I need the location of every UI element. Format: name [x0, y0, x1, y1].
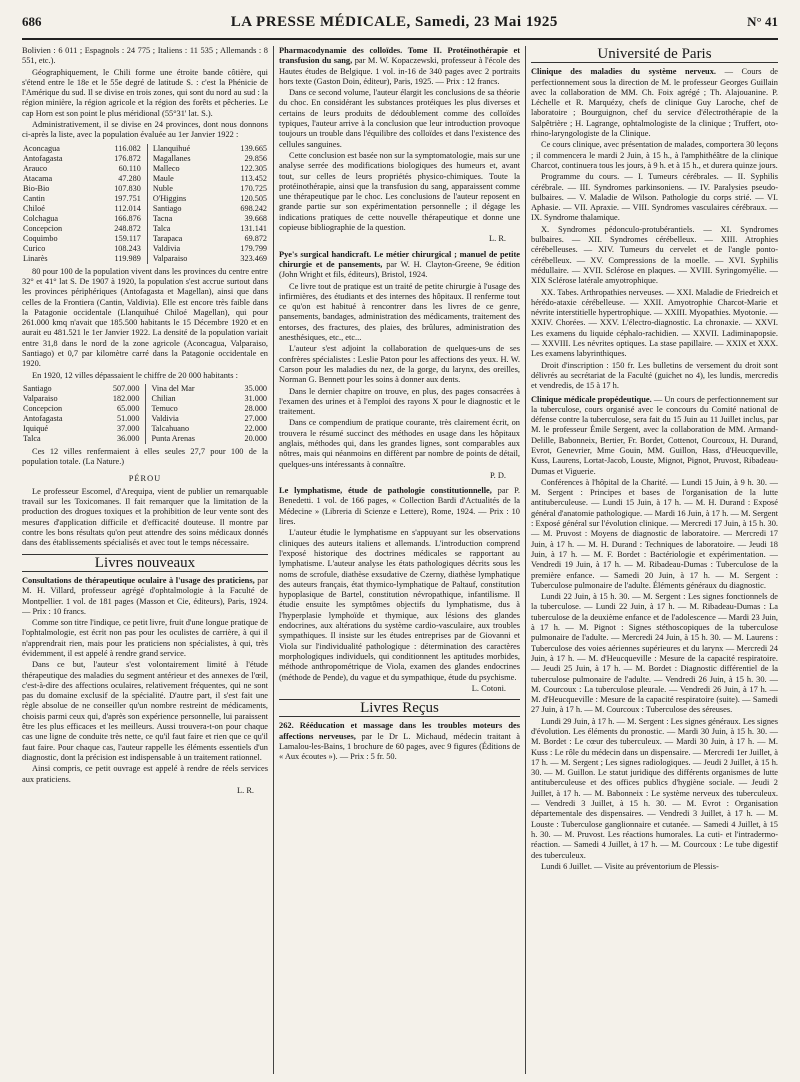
- table-cell: 20.000: [244, 433, 267, 443]
- table-row: [22, 434, 268, 444]
- table-cell: 65.000: [90, 404, 146, 414]
- table-cell: 248.872: [91, 224, 147, 234]
- table-cell: 122.305: [240, 163, 267, 173]
- table-cell: Punta Arenas: [151, 433, 195, 443]
- table-cell: 120.505: [240, 193, 267, 203]
- table-cell: 159.117: [91, 234, 147, 244]
- paragraph: X. Syndromes pédonculo-protubérantiels. — XI. Syndromes bulbaires. — XII. Syndromes cérébelleux. — XIII. Atrophies cérébelleuses. — XIV. Tumeurs du cervelet et de l'angle ponto-cérébelleux. — XV. Compressions de la moelle. — XVI. Syphilis médullaire. — XVII. Sclérose en plaques. — XVIII. Syringomyélie. — XIX Sclérose latérale amyotrophique.: [531, 224, 778, 286]
- notice-title: Clinique des maladies du système nerveux.: [531, 67, 716, 77]
- table-cell: Colchagua: [23, 213, 59, 223]
- paragraph: XX. Tabes. Arthropathies nerveuses. — XXI. Maladie de Friedreich et hérédo-ataxie cérébelleuse. — XXII. Amyotrophie Charcot-Marie et névrite interstitielle hypertrophique. — XXIII. Myopathies. Myotonie. — XXIV. Chorées. — XXV. L'électro-diagnostic. La chronaxie. — XXVI. Les examens du liquide céphalo-rachidien. — XXVII. Ladiminapopsie. — XXVIII. Les névrites optiques. La stase papillaire. — XXIX et XXX. Les examens labyrinthiques.: [531, 287, 778, 359]
- book-entry-title: 262. Rééducation et massage dans les troubles moteurs des affections nerveuses,: [279, 721, 520, 741]
- table-cell: 166.876: [91, 214, 147, 224]
- table-cell: 29.856: [244, 153, 267, 163]
- paragraph: Géographiquement, le Chili forme une étroite bande côtière, qui s'étend entre le 18e et le 55e degré de latitude S. : c'est la Phénicie de l'Amérique du sud. Il se divise en trois zones, qui sont du nord au sud : la région minière, la région agricole et la région des forêts et pêcheries. Le cap Horn est son point le plus méridional (55°31' lat. S.).: [22, 67, 268, 118]
- table-row: [22, 164, 268, 174]
- table-cell: 108.243: [91, 244, 147, 254]
- table-cell: Valdivia: [152, 243, 181, 253]
- table-row: [22, 424, 268, 434]
- table-cell: Llanquihué: [152, 143, 191, 153]
- paragraph: L'auteur s'est adjoint la collaboration de quelques-uns de ses confrères spécialistes : Leslie Paton pour les affections des yeux. H. W. Carson pour les maladies du nez, de la gorge, du larynx, des oreilles, Norman G. Bennett pour les soins à donner aux dents.: [279, 344, 520, 385]
- table-cell: Valdivia: [151, 413, 179, 423]
- section-title-livres-recus: Livres Reçus: [279, 699, 520, 717]
- table-cell: 179.799: [240, 243, 267, 253]
- table-cell: Antofagasta: [23, 153, 63, 163]
- table-cell: Santiago: [23, 383, 52, 393]
- table-row: [22, 184, 268, 194]
- table-cell: Cantin: [23, 193, 45, 203]
- paragraph: Dans ce compendium de pratique courante, très clairement écrit, on trouvera le résumé succinct des méthodes en usage dans les hôpitaux anglais, méthodes qui, dans les grandes lignes, sont comparables aux nôtres, mais qui néanmoins en diffèrent par nombre de points de détail, quelques-uns intéressants à connaître.: [279, 418, 520, 469]
- table-row: [22, 404, 268, 414]
- table-cell: Bio-Bio: [23, 183, 50, 193]
- page-header: [22, 14, 778, 40]
- book-entry-details: par le Dr L. Michaud, médecin traitant à Lamalou-les-Bains, 1 brochure de 60 pages, avec 9 figures (Éditions de « Aux écoutes »). — Prix : 5 fr. 50.: [279, 731, 521, 762]
- table-cell: Maule: [152, 173, 174, 183]
- table-cell: Talca: [23, 433, 41, 443]
- paragraph: L'auteur étudie le lymphatisme en s'appuyant sur les observations cliniques des auteurs italiens et allemands. L'introduction comprend l'exposé historique des doctrines médicales se rapportant au lymphatisme. L'auteur analyse les états pathologiques décrits sous les noms de scrofule, diathèse exsudative de Czerny, diathèse lymphatique des auteurs français, état thymico-lymphatique de Paltauf, constitution hypoplasique de Bartel, constitution névropathique, infantilisme. Il étudie ensuite les symptômes objectifs du lymphatisme, dus à l'hyperplasie lymphoïde et thymique, aux lésions des glandes endocrines, aux altérations du système cardio-vasculaire, aux troubles sympathiques. Il insiste sur les études entreprises par de Giovanni et Viola sur l'individualité pathologique : détermination des caractères morphologiques individuels, qui conditionnent les aptitudes morbides, méthode anthropométrique de Viola, examen des glandes endocrines (méthode de Pende), du vague et du sympathique, étude du psychisme.: [279, 528, 520, 682]
- table-cell: Coquimbo: [23, 233, 58, 243]
- table-cell: Linarès: [23, 253, 48, 263]
- table-cell: 119.989: [91, 254, 147, 264]
- table-row: [22, 254, 268, 264]
- paragraph: Comme son titre l'indique, ce petit livre, fruit d'une longue pratique de l'ophtalmologie, est écrit non pas pour les oculistes de carrière, à qui il n'apprendrait rien, mais pour les praticiens non spécialistes, à qui, très évidemment, il est appelé à rendre grand service.: [22, 618, 268, 658]
- table-cell: 107.830: [91, 184, 147, 194]
- table-cell: 36.000: [90, 434, 146, 444]
- paragraph: Cette conclusion est basée non sur la symptomatologie, mais sur une analyse serrée des modifications biologiques des humeurs et, avant tout, sur celles de leurs propriétés physico-chimiques. Toute la protéinothérapie, ainsi que la transfusion du sang, apparaissent comme une thérapeutique par le choc. Les conclusions de l'auteur reposent en grande partie sur son expérimentation personnelle ; il dégage les indications pratiques de cette nouvelle thérapeutique et donne une copieuse bibliographie de la question.: [279, 150, 520, 233]
- table-row: [22, 394, 268, 404]
- book-entry-details: par M. H. Villard, professeur agrégé d'ophtalmologie à la Faculté de Montpellier. 1 vol. de 181 pages (Masson et Cie, éditeurs), Paris, 1924. — Prix : 10 francs.: [22, 575, 268, 616]
- table-row: [22, 204, 268, 214]
- notice: [531, 395, 778, 477]
- table-cell: Talcahuano: [151, 423, 190, 433]
- columns: [22, 46, 778, 1074]
- table-cell: 22.000: [244, 423, 267, 433]
- table-cell: 182.000: [90, 394, 146, 404]
- table-cell: Magallanes: [152, 153, 191, 163]
- table-cell: Vina del Mar: [151, 383, 195, 393]
- signature: L. R.: [237, 785, 254, 795]
- book-entry: [279, 721, 520, 762]
- table-cell: Nuble: [152, 183, 173, 193]
- table-cell: Antofagasta: [23, 413, 63, 423]
- book-entry-details: par P. Benedetti. 1 vol. de 166 pages, « Collection Bardi d'Actualités de la Médecine » (Libreria di Scienze e Lettere), Rome, 1924. — Prix : 10 lires.: [279, 486, 520, 527]
- table-cell: 60.110: [91, 164, 147, 174]
- column-1: [22, 46, 274, 1074]
- book-entry: [279, 486, 520, 527]
- signature: L. Cotoni.: [471, 683, 506, 693]
- table-row: [22, 224, 268, 234]
- notice: [531, 67, 778, 139]
- table-row: [22, 244, 268, 254]
- paragraph: Dans ce but, l'auteur s'est volontairement limité à l'étude thérapeutique des maladies du segment antérieur et des annexes de l'œil, c'est-à-dire des affections oculaires, relativement fréquentes, qui ne sont pas du domaine exclusif de la spécialité. D'autre part, il s'est fait une règle absolue de ne conseiller qu'un nombre restreint de médicaments, choisis parmi ceux qui, d'après son expérience personnelle, lui paraissent être les plus efficaces et les meilleurs. Aussi trouvera-t-on pour chaque cas une ligne de conduite très nette, ce qu'il faut faire et rien que ce qu'il faut faire. Pour chaque cas, l'auteur rappelle les éléments essentiels d'un diagnostic, dont la précision est indispensable à un traitement rationnel.: [22, 660, 268, 762]
- table-cell: 112.014: [91, 204, 147, 214]
- table-cell: 170.725: [240, 183, 267, 193]
- table-cell: Atacama: [23, 173, 53, 183]
- paragraph: Ce livre tout de pratique est un traité de petite chirurgie à l'usage des infirmières, des étudiants et des internes des hôpitaux. Il renferme tout ce qu'on est habitué à rencontrer dans les livres de ce genre, pansements, bandages, administration des médicaments, traitement des entorses, des fractures, des plaies, des brûlures, administration des anesthésiques, etc., etc...: [279, 281, 520, 343]
- table-row: [22, 214, 268, 224]
- table-row: [22, 384, 268, 394]
- table-cell: 51.000: [90, 414, 146, 424]
- paragraph: Dans le dernier chapitre on trouve, en plus, des pages consacrées à l'examen des urines et à l'emploi des rayons X pour le diagnostic et le traitement.: [279, 386, 520, 417]
- table-cell: 113.452: [240, 173, 267, 183]
- paragraph: Le professeur Escomel, d'Arequipa, vient de publier un remarquable travail sur les Toxicomanes. Il fait remarquer que la limitation de la production des drogues toxiques et la prohibition de leur vente sont des mesures d'application difficile et d'efficacité douteuse. Il montre par contre les bons résultats qu'on peut attendre des soins médicaux donnés dans des établissements spécialisés et avec tout le temps nécessaire.: [22, 486, 268, 548]
- table-cell: Concepcion: [23, 223, 63, 233]
- table-cell: Talca: [152, 223, 171, 233]
- table-cell: 31.000: [244, 393, 267, 403]
- table-row: [22, 414, 268, 424]
- paragraph: Ainsi compris, ce petit ouvrage est appelé à rendre de réels services aux praticiens.: [22, 764, 268, 784]
- province-table: [22, 144, 268, 264]
- table-cell: 28.000: [244, 403, 267, 413]
- table-cell: 176.872: [91, 154, 147, 164]
- table-cell: 37.000: [90, 424, 146, 434]
- table-row: [22, 154, 268, 164]
- book-entry: [279, 250, 520, 281]
- paragraph: Lundi 29 Juin, à 17 h. — M. Sergent : Les signes généraux. Les signes d'évolution. Les éléments du pronostic. — Mardi 30 Juin, à 15 h. 30. — M. Bordet : Le cœur des tuberculeux. — Mardi 30 Juin, à 17 h. — M. Kuss : Le rôle du médecin dans un dispensaire. — Mercredi 1er Juillet, à 17 h. — M. Sergent ; Les signes radiologiques. — Jeudi 2 Juillet, à 15 h. 30. — M. Guillon. Le statut juridique des différents organismes de lutte antituberculeuse et des offices publics d'hygiène sociale. — Jeudi 2 Juillet, à 17 h. — M. Babonneix : Le système nerveux des tuberculeux. — Vendredi 3 Juillet, à 15 h. 30. — M. Evrot : Organisation départementale des dispensaires. — Vendredi 3 Juillet, à 17 h. — M. Louste : Tuberculose ganglionnaire et cutanée. — Samedi 4 Juillet, à 15 h. 30. — M. Pruvost. Les réactions humorales. La cuti- et l'intradermo-réaction. — Samedi 4 Juillet, à 17 h. — M. Courcoux : Le tube digestif des tuberculeux.: [531, 716, 778, 860]
- book-entry-title: Pharmacodynamie des colloïdes. Tome II. Protéinothérapie et transfusion du sang,: [279, 46, 520, 66]
- page-number: 686: [22, 14, 42, 29]
- table-cell: 197.751: [91, 194, 147, 204]
- table-cell: 507.000: [90, 384, 146, 394]
- table-cell: O'Higgins: [152, 193, 187, 203]
- issue-number: N° 41: [747, 14, 778, 29]
- table-cell: 39.668: [244, 213, 267, 223]
- paragraph: Droit d'inscription : 150 fr. Les bulletins de versement du droit sont délivrés au secrétariat de la Faculté (guichet no 4), les lundis, mercredis et vendredis, de 15 à 17 h.: [531, 360, 778, 391]
- masthead-title: LA PRESSE MÉDICALE, Samedi, 23 Mai 1925: [230, 14, 558, 30]
- section-title-universite: Université de Paris: [531, 46, 778, 63]
- table-cell: Concepcion: [23, 403, 63, 413]
- column-3: [526, 46, 778, 1074]
- book-entry-title: Le lymphatisme, étude de pathologie constitutionnelle,: [279, 486, 492, 496]
- table-cell: 131.141: [240, 223, 267, 233]
- book-entry-title: Consultations de thérapeutique oculaire à l'usage des praticiens,: [22, 575, 255, 585]
- table-cell: Temuco: [151, 403, 178, 413]
- table-row: [22, 234, 268, 244]
- column-2: [274, 46, 526, 1074]
- table-cell: Malleco: [152, 163, 180, 173]
- paragraph: Ce cours clinique, avec présentation de malades, comportera 30 leçons ; il commencera le mardi 2 Juin, à 15 h., à l'amphithéâtre de la clinique Charcot, continuera tous les jours, à 9 h. et à 15 h., et durera quinze jours.: [531, 140, 778, 170]
- paragraph: Bolivien : 6 011 ; Espagnols : 24 775 ; Italiens : 11 535 ; Allemands : 8 551, etc.).: [22, 46, 268, 66]
- book-entry: [22, 576, 268, 617]
- table-cell: Tarapaca: [152, 233, 183, 243]
- paragraph: Lundi 6 Juillet. — Visite au préventorium de Plessis-: [541, 861, 719, 871]
- table-cell: 323.469: [240, 253, 267, 263]
- table-cell: Iquiqué: [23, 423, 49, 433]
- book-entry-details: par M. W. Kopaczewski, professeur à l'école des Hautes études de Belgique. 1 vol. in-16 de 340 pages avec 2 portraits hors texte (Gaston Doin, éditeur), Paris, 1925. — Prix : 12 francs.: [279, 56, 520, 86]
- table-cell: Valparaiso: [23, 393, 58, 403]
- notice-title: Clinique médicale propédeutique.: [531, 394, 652, 404]
- table-cell: 69.872: [244, 233, 267, 243]
- paragraph: Programme du cours. — I. Tumeurs cérébrales. — II. Syphilis cérébrale. — III. Syndromes parkinsoniens. — IV. Paralysies pseudo-bulbaires. — V. Maladie de Wilson. Pathologie du corps strié. — VI. Aphasie. — VII. Apraxie. — VIII. Syndromes vasculaires cérébraux. — IX. Syndrome thalamique.: [531, 172, 778, 223]
- table-cell: Tacna: [152, 213, 173, 223]
- paragraph: 80 pour 100 de la population vivent dans les provinces du centre entre 32° et 41° lat S. De 1907 à 1920, la population s'est accrue surtout dans les provinces périphériques (Antofagasta et Magellan), ainsi que dans celles de la Frontiera (Cantin, Valdivia). Elle est encore très faible dans la Patagonie occidentale (Llanquihué Chiloé Magellan), qui pour 261.000 kmq n'avait que 185.500 habitants le 15 Décembre 1920 et en aurait eu 481.521 le 1er Janvier 1922. La densité de la population variait entre 31,8 dans le nord de la zone agricole (Aconcagua, Valparaiso, Santiago) et 0,7 par kilomètre carré dans la Patagonie occidentale en 1920.: [22, 266, 268, 369]
- paragraph: Dans ce second volume, l'auteur élargit les conclusions de sa théorie du choc. En considérant les substances protéiques les plus diverses et certains de leurs produits de dédoublement comme des colloïdes typiques, l'auteur arrive à la conclusion que leur introduction provoque toujours un trouble dans l'équilibre des colloïdes et dans l'existence des cellules sanguines.: [279, 88, 520, 149]
- paragraph: En 1920, 12 villes dépassaient le chiffre de 20 000 habitants :: [32, 370, 238, 380]
- cities-table: [22, 384, 268, 444]
- notice-body: — Un cours de perfectionnement sur la tuberculose, cours organisé avec le concours du Comité national de défense contre la tuberculose, sera fait du 15 Juin au 11 Juillet inclus, par M. le professeur Émile Sergent, avec la collaboration de MM. Armand-Delille, Babonneix, Bertier, Fr. Bordet, Cottenot, Courcoux, H. Durand, Evrot, Genevrier, Mme Gouin, MM. Guillon, Hass, d'Heucqueville, Kuss, Laurens, Lortat-Jacob, Louste, Mignot, Pignot, Pruvost, Ribadeau-Dumas et Viguerie.: [531, 394, 778, 476]
- table-row: [22, 144, 268, 154]
- table-cell: 35.000: [244, 383, 267, 393]
- table-cell: Santiago: [152, 203, 182, 213]
- table-cell: Curico: [23, 243, 46, 253]
- book-entry: [279, 46, 520, 87]
- paragraph: Administrativement, il se divise en 24 provinces, dont nous donnons ci-après la liste, avec la population évaluée au 1er Janvier 1922 :: [22, 120, 268, 140]
- section-title-livres-nouveaux: Livres nouveaux: [22, 554, 268, 572]
- table-row: [22, 194, 268, 204]
- table-cell: Aconcagua: [23, 143, 60, 153]
- paragraph: Conférences à l'hôpital de la Charité. — Lundi 15 Juin, à 9 h. 30. — M. Sergent : Principes et bases de l'organisation de la lutte antituberculeuse. — Lundi 15 Juin, à 17 h. — M. H. Durand : Exposé général d'anatomie pathologique. — Mardi 16 Juin, à 17 h. — M. Sergent : Exposé général sur l'évolution clinique. — Mercredi 17 Juin, à 15 h. 30. — M. Pruvost : Moyens de diagnostic de laboratoire. — Mercredi 17 Juin, à 17 h. — M. H. Durand : Techniques de laboratoire. — Jeudi 18 Juin, à 17 h. — M. F. Bordet : Bactériologie et expérimentation. — Vendredi 19 Juin, à 17 h. — M. Ribadeau-Dumas : Tuberculose de la première enfance. — Samedi 20 Juin, à 17 h. — M. Sergent : Tuberculose pulmonaire de l'adulte. Éléments généraux du diagnostic.: [531, 477, 778, 590]
- section-heading-perou: PÉROU: [128, 473, 162, 483]
- table-row: [22, 174, 268, 184]
- book-entry-title: Pye's surgical handicraft. Le métier chirurgical ; manuel de petite chirurgie et de pansements,: [279, 249, 520, 269]
- table-cell: Chilian: [151, 393, 176, 403]
- table-cell: Valparaiso: [152, 253, 188, 263]
- table-cell: 27.000: [244, 413, 267, 423]
- table-cell: 139.665: [240, 143, 267, 153]
- table-cell: Chiloé: [23, 203, 45, 213]
- paragraph: Ces 12 villes renfermaient à elles seules 27,7 pour 100 de la population totale. (La Nature.): [22, 446, 268, 467]
- table-cell: 47.280: [91, 174, 147, 184]
- book-entry-details: par W. H. Clayton-Greene, 9e édition (John Wright et fils, éditeurs), Bristol, 1924.: [279, 259, 520, 280]
- signature: P. D.: [489, 470, 506, 480]
- paragraph: Lundi 22 Juin, à 15 h. 30. — M. Sergent : Les signes fonctionnels de la tuberculose. — Lundi 22 Juin, à 17 h. — M. Ribadeau-Dumas : La tuberculose de la deuxième enfance et de l'adolescence — Mardi 23 Juin, à 17 h. — M. Pignot : Signes stéthoscopiques de la tuberculose pulmonaire de l'adulte. — Mercredi 24 Juin, à 15 h. 30. — M. Laurens : Tuberculose des voies aériennes supérieures et du larynx — Mercredi 24 Juin, à 17 h. — M. d'Heucqueville : Mesure de la capacité respiratoire. — Jeudi 25 Juin, à 17 h. — M. Bordet : Diagnostic différentiel de la tuberculose pulmonaire de l'adulte. — Vendredi 26 Juin, à 15 h. 30. — M. Courcoux : La tuberculose pleurale. — Vendredi 26 Juin, à 17 h. — M. d'Heucqueville : Mesure de la capacité respiratoire (suite). — Samedi 27 Juin, à 17 h. — M. Courcoux : Tuberculose des séreuses.: [531, 592, 778, 715]
- table-cell: Arauco: [23, 163, 48, 173]
- table-cell: 698.242: [240, 203, 267, 213]
- signature: L. R.: [489, 234, 506, 244]
- table-cell: 116.082: [91, 144, 147, 154]
- notice-body: — Cours de perfectionnement sous la direction de M. le professeur Georges Guillain avec la collaboration de MM. Ch. Foix agrégé ; Th. Alajouanine. P. Léchelle et R. Marquézy, chefs de clinique Guy Laroche, chef de laboratoire ; Bourguignon, chef du service d'électrothérapie de la Salpêtrière ; H. Lagrange, ophtalmologiste de la clinique ; Truffert, oto-rhino-laryngologiste de la Clinique.: [531, 67, 778, 139]
